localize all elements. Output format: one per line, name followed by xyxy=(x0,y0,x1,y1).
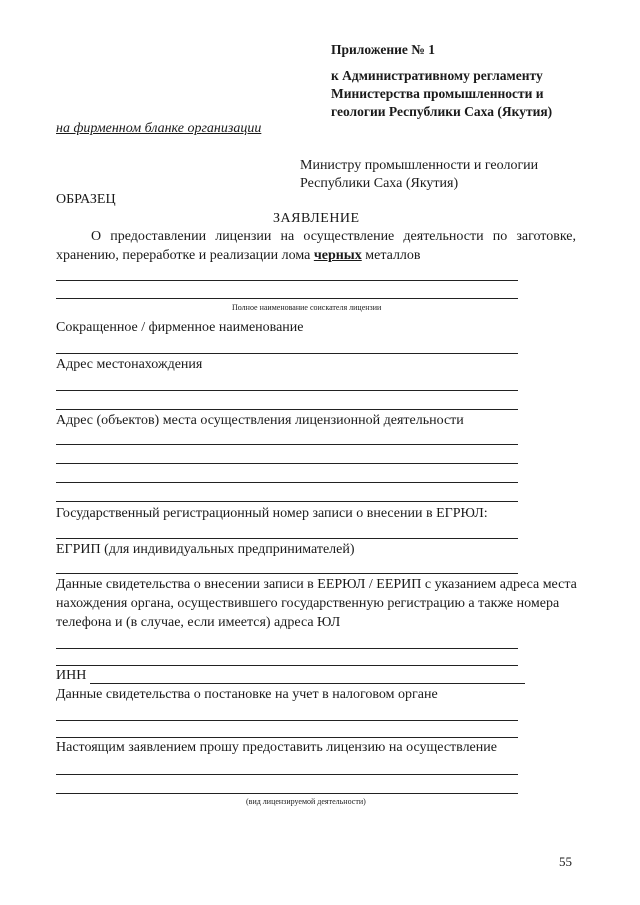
blank-line[interactable] xyxy=(56,482,518,483)
certificate-line-2: нахождения органа, осуществившего государственную регистрацию а также номера xyxy=(56,596,560,611)
addressee-line-2: Республики Саха (Якутия) xyxy=(300,176,459,191)
blank-line[interactable] xyxy=(56,501,518,502)
inn-label: ИНН xyxy=(56,668,87,683)
regulation-line-1: к Административному регламенту xyxy=(331,68,543,83)
regulation-line-2: Министерства промышленности и xyxy=(331,86,544,101)
inn-input-line[interactable] xyxy=(90,683,525,684)
blank-line[interactable] xyxy=(56,793,518,794)
letterhead-note: на фирменном бланке организации xyxy=(56,121,262,136)
blank-line[interactable] xyxy=(56,538,518,539)
certificate-line-1: Данные свидетельства о внесении записи в ЕЕРЮЛ / ЕЕРИП с указанием адреса места xyxy=(56,577,577,592)
sample-label: ОБРАЗЕЦ xyxy=(56,192,116,207)
regulation-line-3: геологии Республики Саха (Якутия) xyxy=(331,104,553,119)
subject-line-1: О предоставлении лицензии на осуществление деятельности по заготовке, xyxy=(91,229,576,244)
egrip-label: ЕГРИП (для индивидуальных предпринимателей) xyxy=(56,542,355,557)
blank-line[interactable] xyxy=(56,280,518,281)
blank-line[interactable] xyxy=(56,720,518,721)
addressee-line-1: Министру промышленности и геологии xyxy=(300,158,539,173)
blank-line[interactable] xyxy=(56,573,518,574)
egrul-label: Государственный регистрационный номер записи о внесении в ЕГРЮЛ: xyxy=(56,506,488,521)
blank-line[interactable] xyxy=(56,298,518,299)
blank-line[interactable] xyxy=(56,353,518,354)
location-label: Адрес местонахождения xyxy=(56,357,203,372)
blank-line[interactable] xyxy=(56,648,518,649)
short-name-label: Сокращенное / фирменное наименование xyxy=(56,320,304,335)
subject-text-after: металлов xyxy=(361,248,421,263)
blank-line[interactable] xyxy=(56,774,518,775)
appendix-number: Приложение № 1 xyxy=(331,42,435,57)
subject-line-2 xyxy=(56,248,421,264)
page-number: 55 xyxy=(559,854,572,869)
document-title: ЗАЯВЛЕНИЕ xyxy=(273,211,360,226)
blank-line[interactable] xyxy=(56,463,518,464)
blank-line[interactable] xyxy=(56,390,518,391)
blank-line[interactable] xyxy=(56,444,518,445)
full-name-caption: Полное наименование соискателя лицензии xyxy=(232,303,382,312)
request-label: Настоящим заявлением прошу предоставить лицензию на осуществление xyxy=(56,740,497,755)
subject-bold-word: черных xyxy=(313,248,362,263)
tax-registration-label: Данные свидетельства о постановке на учет в налоговом органе xyxy=(56,687,438,702)
activity-address-label: Адрес (объектов) места осуществления лицензионной деятельности xyxy=(56,413,464,428)
activity-type-caption: (вид лицензируемой деятельности) xyxy=(246,797,366,806)
blank-line[interactable] xyxy=(56,665,518,666)
certificate-line-3: телефона и (в случае, если имеется) адреса ЮЛ xyxy=(56,615,341,630)
subject-text-before: хранению, переработке и реализации лома xyxy=(56,248,314,263)
blank-line[interactable] xyxy=(56,409,518,410)
blank-line[interactable] xyxy=(56,737,518,738)
